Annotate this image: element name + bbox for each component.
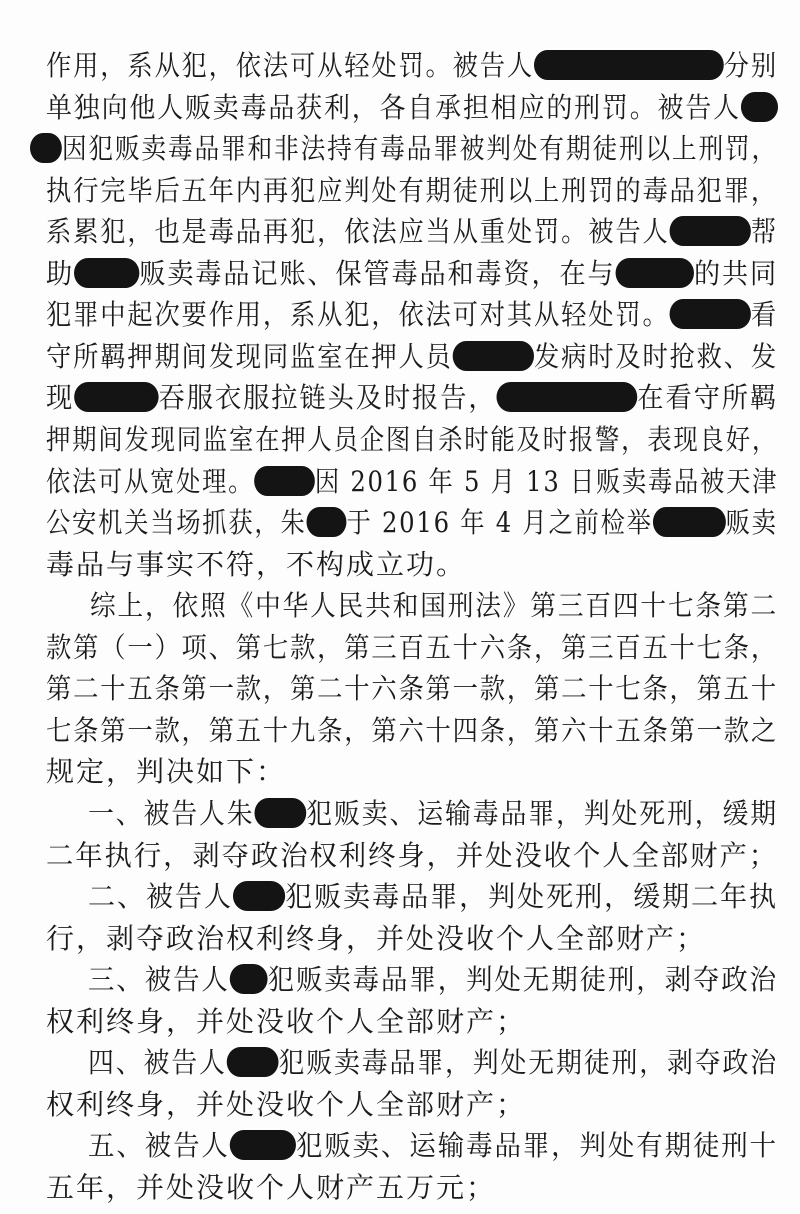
redaction-bar	[741, 92, 778, 122]
text-segment: 一、被告人朱	[88, 797, 255, 830]
text-line	[46, 669, 778, 709]
text-segment: 助	[46, 257, 75, 290]
text-segment: 四、被告人	[88, 1046, 227, 1079]
text-segment: 犯贩卖毒品罪，判处无期徒刑，剥夺政治	[267, 963, 779, 996]
text-segment: 系累犯，也是毒品再犯，依法应当从重处罚。被告人	[46, 215, 670, 248]
redaction-bar	[254, 466, 315, 496]
text-segment: 规定，判决如下：	[46, 755, 287, 788]
text-segment: 款第（一）项、第七款，第三百五十六条，第三百五十七条，	[46, 631, 779, 664]
text-line	[46, 836, 778, 876]
redaction-bar	[670, 216, 751, 246]
text-segment: 贩卖	[725, 506, 778, 539]
text-line	[46, 295, 778, 335]
text-segment: 毒品与事实不符，不构成立功。	[46, 548, 467, 581]
text-line	[46, 1168, 496, 1208]
redaction-bar	[616, 258, 694, 288]
text-segment: 依法可从宽处理。	[46, 465, 255, 498]
text-segment: 贩卖毒品记账、保管毒品和毒资，在与	[139, 257, 616, 290]
text-segment: 犯贩卖毒品罪，判处死刑，缓期二年执	[285, 880, 779, 913]
text-segment: 执行完毕后五年内再犯应判处有期徒刑以上刑罚的毒品犯罪，	[46, 174, 779, 207]
text-line	[90, 586, 778, 626]
text-segment: 守所羁押期间发现同监室在押人员	[46, 340, 453, 373]
text-segment: 因犯贩卖毒品罪和非法持有毒品罪被判处有期徒刑以上刑罚，	[61, 132, 779, 165]
redaction-bar	[74, 258, 139, 288]
text-segment: 二年执行，剥夺政治权利终身，并处没收个人全部财产；	[46, 839, 779, 872]
text-segment: 五年，并处没收个人财产五万元；	[46, 1171, 497, 1204]
text-segment: 单独向他人贩卖毒品获利，各自承担相应的刑罚。被告人	[46, 91, 741, 124]
text-segment: 现	[46, 381, 75, 414]
text-line	[46, 628, 778, 668]
text-line	[88, 960, 778, 1000]
text-line	[30, 129, 778, 169]
text-segment: 公安机关当场抓获，朱	[46, 506, 307, 539]
text-segment: 作用，系从犯，依法可从轻处罚。被告人	[46, 49, 535, 82]
text-segment: 二、被告人	[88, 880, 233, 913]
redaction-bar	[230, 964, 268, 994]
text-segment: 看	[750, 298, 779, 331]
text-segment: 犯贩卖、运输毒品罪，判处死刑，缓期	[306, 797, 779, 830]
redaction-bar	[534, 50, 724, 80]
text-line	[46, 1002, 526, 1042]
text-segment: 于 2016 年 4 月之前检举	[346, 506, 653, 539]
text-line	[46, 420, 778, 460]
text-segment: 七条第一款，第五十九条，第六十四条，第六十五条第一款之	[46, 714, 779, 747]
text-segment: 在看守所羁	[637, 381, 779, 414]
text-line	[46, 378, 778, 418]
text-line	[46, 254, 778, 294]
redaction-bar	[497, 382, 638, 412]
text-segment: 三、被告人	[88, 963, 230, 996]
text-line	[46, 919, 706, 959]
redaction-bar	[230, 1130, 296, 1160]
redaction-bar	[453, 341, 534, 371]
text-segment: 犯贩卖、运输毒品罪，判处有期徒刑十	[295, 1129, 779, 1162]
text-line	[46, 212, 778, 252]
text-segment: 权利终身，并处没收个人全部财产；	[46, 1005, 527, 1038]
text-segment: 吞服衣服拉链头及时报告，	[158, 381, 497, 414]
text-line	[46, 462, 778, 502]
text-line	[88, 877, 778, 917]
redaction-bar	[233, 881, 285, 911]
text-segment: 犯贩卖毒品罪，判处无期徒刑，剥夺政治	[278, 1046, 779, 1079]
text-line	[46, 503, 778, 543]
text-segment: 行，剥夺政治权利终身，并处没收个人全部财产；	[46, 922, 707, 955]
text-segment: 犯罪中起次要作用，系从犯，依法可对其从轻处罚。	[46, 298, 670, 331]
text-segment: 第二十五条第一款，第二十六条第一款，第二十七条，第五十	[46, 672, 779, 705]
text-segment: 权利终身，并处没收个人全部财产；	[46, 1088, 527, 1121]
text-segment: 发病时及时抢救、发	[534, 340, 779, 373]
text-line	[46, 337, 778, 377]
text-line	[46, 711, 778, 751]
text-segment: 帮	[750, 215, 779, 248]
text-line	[88, 794, 778, 834]
redaction-bar	[653, 507, 726, 537]
text-line	[88, 1043, 778, 1083]
text-line	[46, 46, 778, 86]
redaction-bar	[670, 299, 751, 329]
redaction-bar	[30, 133, 62, 163]
text-segment: 综上，依照《中华人民共和国刑法》第三百四十七条第二	[90, 589, 778, 622]
text-segment: 因 2016 年 5 月 13 日贩卖毒品被天津	[314, 465, 779, 498]
text-line	[46, 545, 466, 585]
text-line	[46, 1085, 526, 1125]
redaction-bar	[74, 382, 158, 412]
redaction-bar	[227, 1047, 279, 1077]
text-segment: 五、被告人	[88, 1129, 230, 1162]
text-line	[46, 88, 778, 128]
redaction-bar	[307, 507, 347, 537]
redaction-bar	[254, 798, 306, 828]
text-line	[46, 752, 286, 792]
text-line	[46, 171, 778, 211]
text-segment: 的共同	[694, 257, 779, 290]
text-segment: 押期间发现同监室在押人员企图自杀时能及时报警，表现良好，	[46, 423, 778, 456]
text-segment: 分别	[723, 49, 779, 82]
text-line	[88, 1126, 778, 1166]
